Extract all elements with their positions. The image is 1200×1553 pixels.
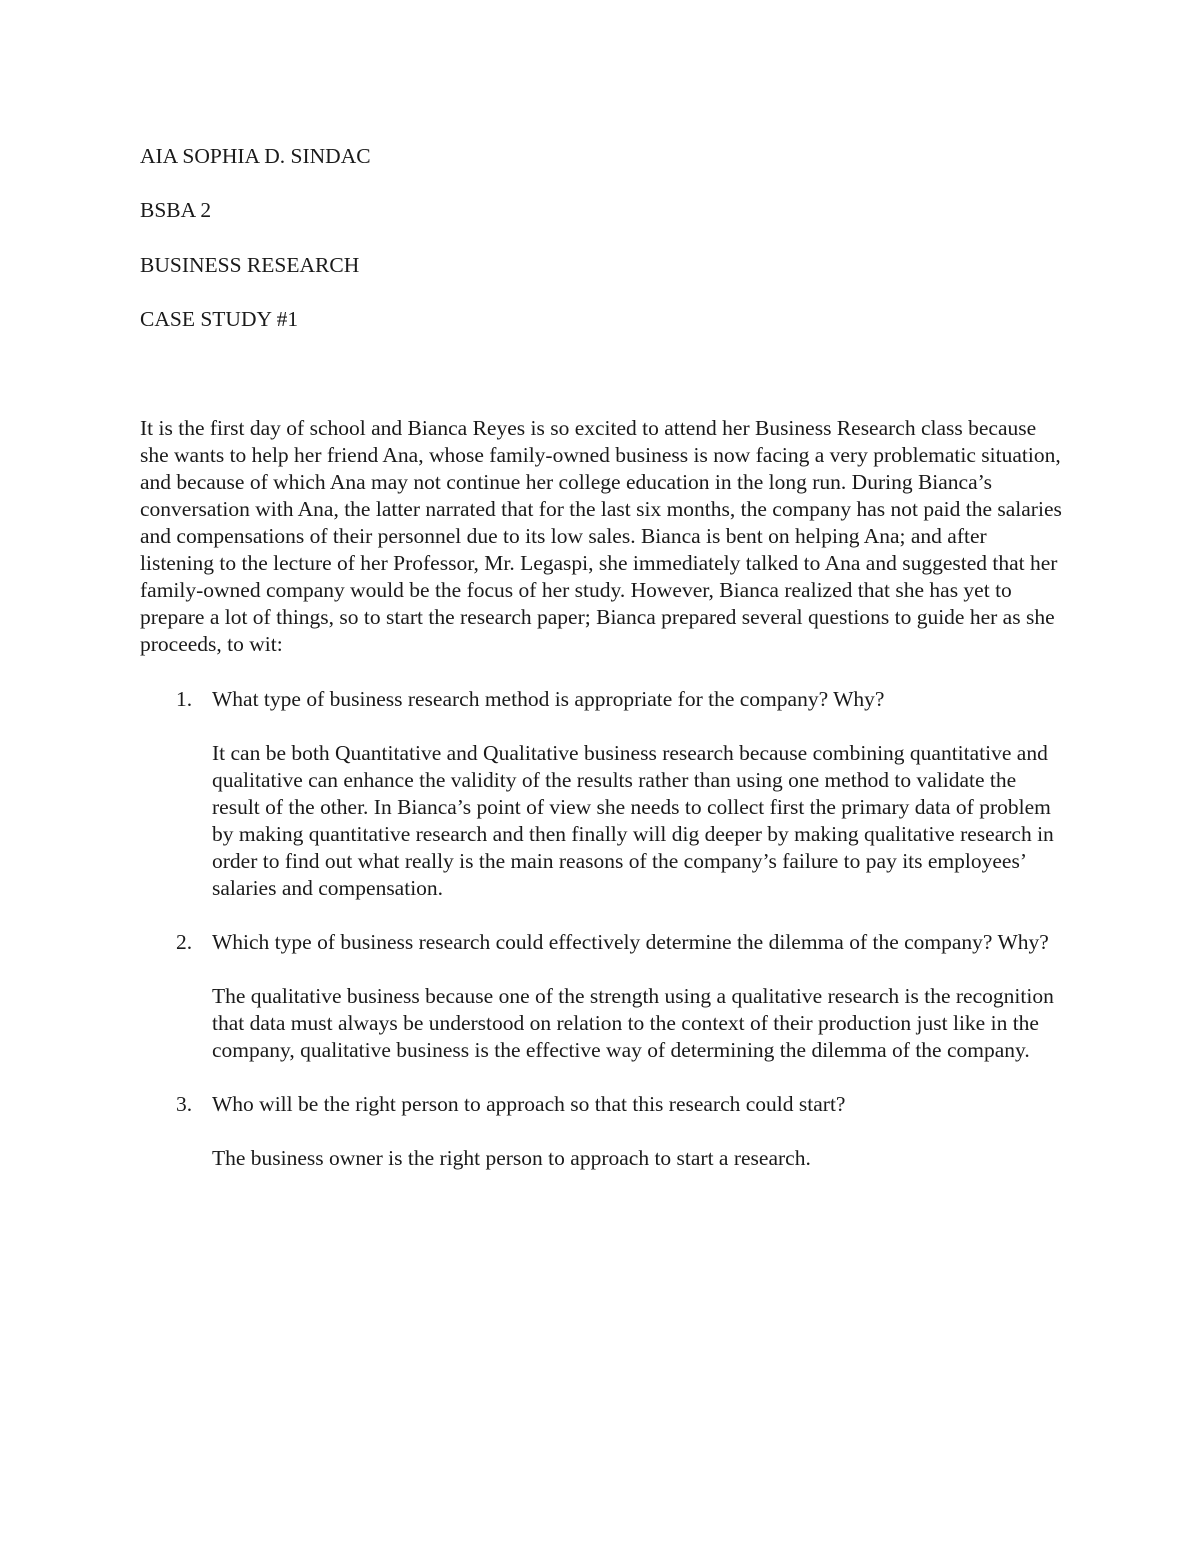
course-year: BSBA 2 [140, 198, 212, 222]
question-text: Which type of business research could effectively determine the dilemma of the company? Why? [212, 930, 1049, 954]
question-number: 1. [176, 687, 193, 711]
list-item [140, 686, 1065, 902]
question-number: 2. [176, 930, 193, 954]
subject-title: BUSINESS RESEARCH [140, 253, 360, 277]
answer-text: The business owner is the right person to approach to start a research. [212, 1146, 811, 1170]
list-item [140, 1091, 1065, 1172]
answer-text: The qualitative business because one of the strength using a qualitative research is the recognition that data must always be understood on relation to the context of their production just like in the company, qualitative business is the effective way of determining the dilemma of the company. [212, 984, 1054, 1062]
student-name: AIA SOPHIA D. SINDAC [140, 144, 371, 168]
case-intro-paragraph: It is the first day of school and Bianca Reyes is so excited to attend her Business Research class because she wants to help her friend Ana, whose family-owned business is now facing a very problematic situation, and because of which Ana may not continue her college education in the long run. During Bianca’s conversation with Ana, the latter narrated that for the last six months, the company has not paid the salaries and compensations of their personnel due to its low sales. Bianca is bent on helping Ana; and after listening to the lecture of her Professor, Mr. Legaspi, she immediately talked to Ana and suggested that her family-owned company would be the focus of her study. However, Bianca realized that she has yet to prepare a lot of things, so to start the research paper; Bianca prepared several questions to guide her as she proceeds, to wit: [140, 416, 1062, 656]
answer-text: It can be both Quantitative and Qualitative business research because combining quantitative and qualitative can enhance the validity of the results rather than using one method to validate the result of the other. In Bianca’s point of view she needs to collect first the primary data of problem by making quantitative research and then finally will dig deeper by making qualitative research in order to find out what really is the main reasons of the company’s failure to pay its employees’ salaries and compensation. [212, 741, 1054, 900]
question-number: 3. [176, 1092, 193, 1116]
question-text: Who will be the right person to approach so that this research could start? [212, 1092, 846, 1116]
list-item [140, 929, 1065, 1064]
question-text: What type of business research method is appropriate for the company? Why? [212, 687, 885, 711]
case-study-title: CASE STUDY #1 [140, 307, 299, 331]
question-list [140, 686, 1065, 1199]
